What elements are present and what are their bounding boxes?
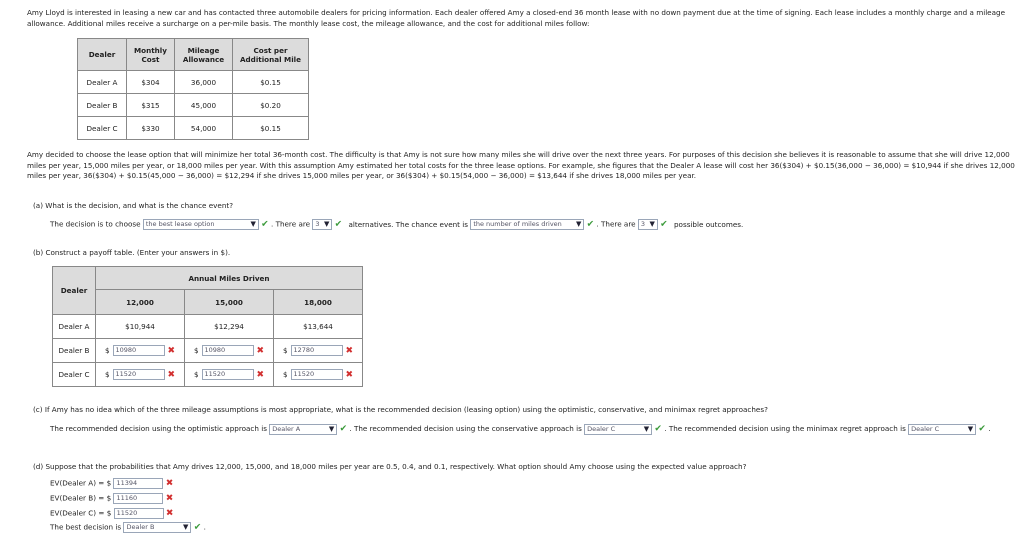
- check-icon: ✔: [654, 424, 662, 434]
- payoff-value: $10,944: [96, 315, 185, 339]
- part-a-text-2: . There are: [271, 219, 311, 229]
- chevron-down-icon: ▼: [183, 523, 189, 531]
- part-c-answer: [50, 423, 1020, 435]
- part-d-question: (d) Suppose that the probabilities that Amy drives 12,000, 15,000, and 18,000 miles per year are 0.5, 0.4, and 0.1, respectively. What option should Amy choose using the expected value approach?: [33, 462, 747, 471]
- ev-dealer-a-row: [50, 478, 173, 489]
- cross-icon: ✖: [165, 493, 174, 504]
- payoff-table: [52, 266, 363, 387]
- lease-header-monthly: Monthly Cost: [127, 39, 175, 71]
- dollar-sign: $: [193, 346, 199, 355]
- payoff-input-b-12000[interactable]: 10980: [113, 345, 165, 356]
- ev-dealer-c-row: [50, 508, 173, 519]
- part-a-text-3: alternatives. The chance event is: [348, 219, 469, 229]
- part-b-question: (b) Construct a payoff table. (Enter your answers in $).: [33, 248, 231, 257]
- ev-dealer-a-input[interactable]: 11394: [113, 478, 163, 489]
- intro-text: Amy Lloyd is interested in leasing a new car and has contacted three automobile dealers for pricing information. Each dealer offered Amy a closed-end 36 month lease with no down payment due at the time of signing. Each lease includes a monthly charge and a mileage allowance. Additional miles receive a surcharge on a per-mile basis. The monthly lease cost, the mileage allowance, and the cost for additional miles follow:: [27, 8, 1005, 28]
- chance-event-select[interactable]: [470, 219, 584, 230]
- cross-icon: ✖: [345, 369, 354, 380]
- lease-cell: $0.15: [233, 71, 309, 94]
- part-c-question: (c) If Amy has no idea which of the three mileage assumptions is most appropriate, what is the recommended decision (leasing option) using the optimistic, conservative, and minimax regret approaches?: [33, 405, 768, 414]
- payoff-input-cell: [274, 363, 363, 387]
- payoff-row-label: Dealer B: [53, 339, 96, 363]
- chevron-down-icon: ▼: [250, 220, 256, 228]
- lease-cell: 36,000: [175, 71, 233, 94]
- ev-dealer-b-row: [50, 493, 173, 504]
- check-icon: ✔: [978, 424, 986, 434]
- ev-dealer-b-label: EV(Dealer B) = $: [50, 493, 112, 503]
- chevron-down-icon: ▼: [649, 220, 655, 228]
- payoff-col-12000: 12,000: [96, 290, 185, 315]
- cross-icon: ✖: [256, 369, 265, 380]
- decision-select[interactable]: [143, 219, 259, 230]
- check-icon: ✔: [193, 522, 202, 533]
- payoff-input-cell: [274, 339, 363, 363]
- part-a-text-5: possible outcomes.: [673, 219, 744, 229]
- optimistic-select-value: Dealer A: [272, 424, 301, 433]
- check-icon: ✔: [586, 219, 595, 230]
- part-c-text-2: . The recommended decision using the conservative approach is: [349, 424, 582, 433]
- payoff-header-miles: Annual Miles Driven: [96, 267, 363, 290]
- period: .: [203, 522, 206, 532]
- alternatives-count-select[interactable]: [312, 219, 332, 230]
- cross-icon: ✖: [345, 345, 354, 356]
- check-icon: ✔: [339, 424, 348, 434]
- payoff-input-b-18000[interactable]: 12780: [291, 345, 343, 356]
- payoff-col-18000: 18,000: [274, 290, 363, 315]
- optimistic-select[interactable]: [269, 424, 337, 435]
- part-c-text-4: .: [988, 424, 991, 433]
- ev-dealer-a-label: EV(Dealer A) = $: [50, 478, 112, 488]
- payoff-input-c-15000[interactable]: 11520: [202, 369, 254, 380]
- cross-icon: ✖: [165, 508, 174, 519]
- payoff-row-label: Dealer A: [53, 315, 96, 339]
- cross-icon: ✖: [167, 369, 176, 380]
- part-a-text-4: . There are: [596, 219, 636, 229]
- cross-icon: ✖: [165, 478, 174, 489]
- payoff-input-cell: [185, 339, 274, 363]
- part-c-text-1: The recommended decision using the optimistic approach is: [50, 424, 267, 433]
- check-icon: ✔: [334, 219, 343, 230]
- chevron-down-icon: ▼: [323, 220, 330, 228]
- payoff-value: $12,294: [185, 315, 274, 339]
- lease-cell: Dealer A: [78, 71, 127, 94]
- payoff-input-cell: [185, 363, 274, 387]
- lease-cell: $0.20: [233, 94, 309, 117]
- payoff-input-cell: [96, 363, 185, 387]
- cross-icon: ✖: [256, 345, 265, 356]
- lease-cell: $330: [127, 117, 175, 140]
- part-a-text-1: The decision is to choose: [50, 219, 141, 229]
- best-decision-select-value: Dealer B: [126, 523, 155, 531]
- chevron-down-icon: ▼: [643, 424, 650, 433]
- outcomes-count-value: 3: [640, 220, 645, 228]
- part-a-question: (a) What is the decision, and what is the chance event?: [33, 201, 234, 210]
- payoff-input-c-18000[interactable]: 11520: [291, 369, 343, 380]
- ev-dealer-c-input[interactable]: 11520: [114, 508, 164, 519]
- chance-event-value: the number of miles driven: [473, 220, 562, 228]
- lease-cell: $315: [127, 94, 175, 117]
- chevron-down-icon: ▼: [575, 220, 582, 228]
- lease-cell: 45,000: [175, 94, 233, 117]
- dollar-sign: $: [104, 370, 110, 379]
- chevron-down-icon: ▼: [328, 424, 335, 433]
- check-icon: ✔: [660, 219, 668, 230]
- lease-cell: 54,000: [175, 117, 233, 140]
- best-decision-label: The best decision is: [50, 522, 122, 532]
- best-decision-row: [50, 522, 206, 533]
- dollar-sign: $: [282, 346, 288, 355]
- part-a-answer: [50, 219, 743, 230]
- dollar-sign: $: [104, 346, 110, 355]
- outcomes-count-select[interactable]: [638, 219, 658, 230]
- lease-cell: $304: [127, 71, 175, 94]
- payoff-value: $13,644: [274, 315, 363, 339]
- check-icon: ✔: [261, 219, 269, 230]
- lease-header-mileage: Mileage Allowance: [175, 39, 233, 71]
- ev-dealer-c-label: EV(Dealer C) = $: [50, 508, 112, 518]
- payoff-row-label: Dealer C: [53, 363, 96, 387]
- alternatives-count-value: 3: [315, 220, 320, 228]
- best-decision-select[interactable]: [123, 522, 191, 533]
- dollar-sign: $: [193, 370, 199, 379]
- payoff-input-cell: [96, 339, 185, 363]
- part-c-text-3: . The recommended decision using the minimax regret approach is: [664, 424, 906, 433]
- dollar-sign: $: [282, 370, 288, 379]
- payoff-input-b-15000[interactable]: 10980: [202, 345, 254, 356]
- ev-dealer-b-input[interactable]: 11160: [113, 493, 163, 504]
- lease-header-cost-per-mile: Cost per Additional Mile: [233, 39, 309, 71]
- minimax-regret-select-value: Dealer C: [911, 424, 940, 433]
- conservative-select[interactable]: [584, 424, 652, 435]
- scenario-text: Amy decided to choose the lease option that will minimize her total 36-month cost. The difficulty is that Amy is not sure how many miles she will drive over the next three years. For purposes of this decision she believes it is reasonable to assume that she will drive 12,000 miles per year, 15,000 miles per year, or 18,000 miles per year. With this assumption Amy estimated her total costs for the three lease options. For example, she figures that the Dealer A lease will cost her 36($304) + $0.15(36,000 − 36,000) = $10,944 if she drives 12,000 miles per year, 36($304) + $0.15(45,000 − 36,000) = $12,294 if she drives 15,000 miles per year, or 36($304) + $0.15(54,000 − 36,000) = $13,644 if she drives 18,000 miles per year.: [27, 150, 1015, 180]
- conservative-select-value: Dealer C: [587, 424, 616, 433]
- lease-cell: $0.15: [233, 117, 309, 140]
- decision-select-value: the best lease option: [145, 220, 215, 228]
- lease-header-dealer: Dealer: [78, 39, 127, 71]
- lease-cell: Dealer C: [78, 117, 127, 140]
- chevron-down-icon: ▼: [967, 424, 974, 433]
- payoff-input-c-12000[interactable]: 11520: [113, 369, 165, 380]
- lease-table: [77, 38, 309, 140]
- payoff-header-dealer: Dealer: [53, 267, 96, 315]
- minimax-regret-select[interactable]: [908, 424, 976, 435]
- payoff-col-15000: 15,000: [185, 290, 274, 315]
- lease-cell: Dealer B: [78, 94, 127, 117]
- cross-icon: ✖: [167, 345, 176, 356]
